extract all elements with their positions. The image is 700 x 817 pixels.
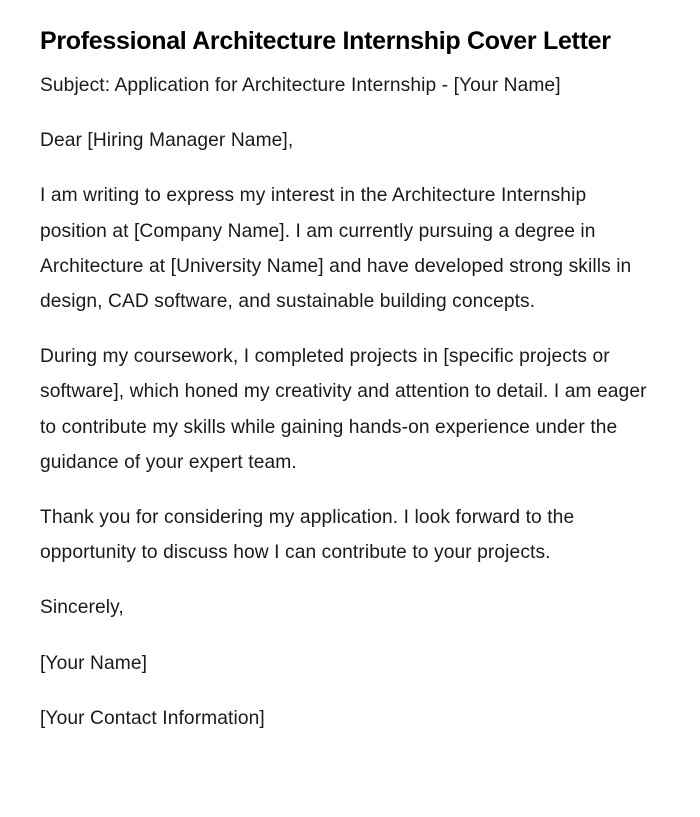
- body-paragraph-closing: Thank you for considering my application. I look forward to the opportunity to discuss how I can contribute to your projects.: [40, 507, 575, 564]
- subject-line: Subject: Application for Architecture Internship - [Your Name]: [40, 75, 561, 96]
- closing-line: Sincerely,: [40, 597, 124, 619]
- body-paragraph-experience: During my coursework, I completed projects in [specific projects or software], which honed my creativity and attention to detail. I am eager to contribute my skills while gaining hands-on experience under the guidance of your expert team.: [40, 346, 647, 473]
- contact-information: [Your Contact Information]: [40, 707, 265, 729]
- body-paragraph-intro: I am writing to express my interest in the Architecture Internship position at [Company Name]. I am currently pursuing a degree in Architecture at [University Name] and have developed strong skills in design, CAD software, and sustainable building concepts.: [40, 185, 632, 313]
- signature-name: [Your Name]: [40, 652, 148, 674]
- cover-letter-document: [40, 24, 655, 736]
- document-title: Professional Architecture Internship Cover Letter: [40, 27, 611, 55]
- salutation: Dear [Hiring Manager Name],: [40, 130, 294, 152]
